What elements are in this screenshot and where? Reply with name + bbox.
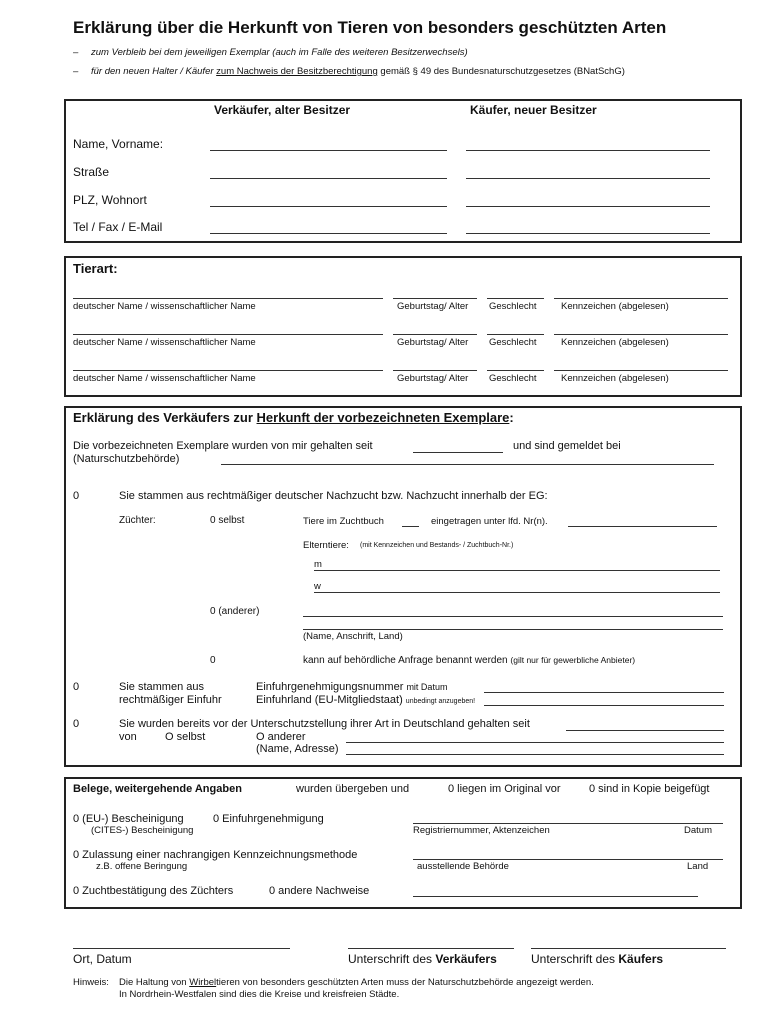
party-row-street: Straße xyxy=(73,165,110,179)
country-label: Land xyxy=(687,861,709,872)
studbook-field[interactable] xyxy=(402,526,419,527)
animal-3-sex-label: Geschlecht xyxy=(489,373,537,384)
parent-m-field[interactable] xyxy=(314,570,720,571)
seller-name-field[interactable] xyxy=(210,150,447,151)
buyer-name-field[interactable] xyxy=(466,150,710,151)
animal-2-name-field[interactable] xyxy=(73,334,383,335)
cites-label: (CITES-) Bescheinigung xyxy=(91,825,194,836)
buyer-signature-field[interactable] xyxy=(531,948,726,949)
animal-2-mark-field[interactable] xyxy=(554,334,728,335)
origin1-label: Sie stammen aus rechtmäßiger deutscher Nachzucht bzw. Nachzucht innerhalb der EG: xyxy=(119,490,548,502)
evidence-copy-checkbox[interactable]: 0 sind in Kopie beigefügt xyxy=(589,783,710,795)
seller-header: Verkäufer, alter Besitzer xyxy=(214,103,351,117)
animal-1-mark-label: Kennzeichen (abgelesen) xyxy=(561,301,669,312)
before-name-label: (Name, Adresse) xyxy=(256,743,339,755)
origin1-checkbox[interactable]: 0 xyxy=(73,490,80,502)
party-row-contact: Tel / Fax / E-Mail xyxy=(73,220,163,234)
animal-1-name-label: deutscher Name / wissenschaftlicher Name xyxy=(73,301,256,312)
breeder-other-note: (Name, Anschrift, Land) xyxy=(303,631,403,642)
before-other-field-2[interactable] xyxy=(346,754,724,755)
animal-3-sex-field[interactable] xyxy=(487,370,544,371)
seller-declaration-title: Erklärung des Verkäufers zur Herkunft der vorbezeichneten Exemplare: xyxy=(73,410,514,425)
intro-line-2: für den neuen Halter / Käufer zum Nachweis der Besitzberechtigung gemäß § 49 des Bundesnaturschutzgesetzes (BNatSchG) xyxy=(91,66,625,77)
animal-1-birth-field[interactable] xyxy=(393,298,477,299)
import-permit-field[interactable] xyxy=(484,692,724,693)
other-proof-field[interactable] xyxy=(413,896,698,897)
buyer-contact-field[interactable] xyxy=(466,233,710,234)
regnum-label: Registriernummer, Aktenzeichen xyxy=(413,825,550,836)
seller-city-field[interactable] xyxy=(210,206,447,207)
before-self-checkbox[interactable]: O selbst xyxy=(165,731,206,743)
import-label-a: Sie stammen aus xyxy=(119,681,204,693)
before-von-label: von xyxy=(119,731,137,743)
animal-1-sex-field[interactable] xyxy=(487,298,544,299)
parent-m-label: m xyxy=(314,559,322,570)
party-row-city: PLZ, Wohnort xyxy=(73,193,147,207)
buyer-header: Käufer, neuer Besitzer xyxy=(470,103,597,117)
before-other-checkbox[interactable]: O anderer xyxy=(256,731,306,743)
before-label: Sie wurden bereits vor der Unterschutzstellung ihrer Art in Deutschland gehalten seit xyxy=(119,718,530,730)
entered-number-field[interactable] xyxy=(568,526,717,527)
regnum-field[interactable] xyxy=(413,823,723,824)
import-checkbox[interactable]: 0 xyxy=(73,681,80,693)
animal-1-sex-label: Geschlecht xyxy=(489,301,537,312)
note-label: Hinweis: xyxy=(73,977,109,988)
animal-2-birth-label: Geburtstag/ Alter xyxy=(397,337,469,348)
entered-label: eingetragen unter lfd. Nr(n). xyxy=(431,516,548,527)
registered-label: und sind gemeldet bei xyxy=(513,440,621,452)
breeder-self-checkbox[interactable]: 0 selbst xyxy=(210,515,245,526)
page-title: Erklärung über die Herkunft von Tieren von besonders geschützten Arten xyxy=(73,18,667,37)
breeder-other-field-2[interactable] xyxy=(303,629,723,630)
intro-dash-1: – xyxy=(73,47,79,58)
place-date-label: Ort, Datum xyxy=(73,952,132,966)
intro-dash-2: – xyxy=(73,66,79,77)
seller-signature-field[interactable] xyxy=(348,948,514,949)
animal-3-mark-field[interactable] xyxy=(554,370,728,371)
animal-1-mark-field[interactable] xyxy=(554,298,728,299)
eu-cert-checkbox[interactable]: 0 (EU-) Bescheinigung xyxy=(73,813,184,825)
animal-1-name-field[interactable] xyxy=(73,298,383,299)
breeder-conf-checkbox[interactable]: 0 Zuchtbestätigung des Züchters xyxy=(73,885,234,897)
animal-3-name-field[interactable] xyxy=(73,370,383,371)
before-since-field[interactable] xyxy=(566,730,724,731)
other-proof-checkbox[interactable]: 0 andere Nachweise xyxy=(269,885,370,897)
issuing-label: ausstellende Behörde xyxy=(417,861,509,872)
party-row-name: Name, Vorname: xyxy=(73,137,164,151)
animal-3-birth-field[interactable] xyxy=(393,370,477,371)
before-checkbox[interactable]: 0 xyxy=(73,718,80,730)
breeder-other-checkbox[interactable]: 0 (anderer) xyxy=(210,606,260,617)
animal-2-name-label: deutscher Name / wissenschaftlicher Name xyxy=(73,337,256,348)
approval-checkbox[interactable]: 0 Zulassung einer nachrangigen Kennzeichnungsmethode xyxy=(73,849,358,861)
animal-3-name-label: deutscher Name / wissenschaftlicher Name xyxy=(73,373,256,384)
animal-1-birth-label: Geburtstag/ Alter xyxy=(397,301,469,312)
parents-note: (mit Kennzeichen und Bestands- / Zuchtbuch-Nr.) xyxy=(360,542,514,549)
animal-3-mark-label: Kennzeichen (abgelesen) xyxy=(561,373,669,384)
authority-field[interactable] xyxy=(221,464,714,465)
intro-line-1: zum Verbleib bei dem jeweiligen Exemplar (auch im Falle des weiteren Besitzerwechsels) xyxy=(91,47,468,58)
animal-3-birth-label: Geburtstag/ Alter xyxy=(397,373,469,384)
animals-title: Tierart: xyxy=(73,261,118,276)
seller-street-field[interactable] xyxy=(210,178,447,179)
parents-label: Elterntiere: xyxy=(303,540,349,551)
breeder-other-field-1[interactable] xyxy=(303,616,723,617)
on-request-label: kann auf behördliche Anfrage benannt werden (gilt nur für gewerbliche Anbieter) xyxy=(303,655,636,666)
animal-2-sex-field[interactable] xyxy=(487,334,544,335)
held-since-label: Die vorbezeichneten Exemplare wurden von mir gehalten seit xyxy=(73,440,373,452)
animal-2-mark-label: Kennzeichen (abgelesen) xyxy=(561,337,669,348)
animal-2-birth-field[interactable] xyxy=(393,334,477,335)
parties-box xyxy=(64,99,742,243)
parent-w-field[interactable] xyxy=(314,592,720,593)
ring-label: z.B. offene Beringung xyxy=(96,861,188,872)
seller-contact-field[interactable] xyxy=(210,233,447,234)
import-country-field[interactable] xyxy=(484,705,724,706)
import-permit-label: Einfuhrgenehmigungsnummer mit Datum xyxy=(256,681,448,693)
evidence-title: Belege, weitergehende Angaben xyxy=(73,783,242,795)
import-permit-checkbox[interactable]: 0 Einfuhrgenehmigung xyxy=(213,813,324,825)
buyer-street-field[interactable] xyxy=(466,178,710,179)
buyer-city-field[interactable] xyxy=(466,206,710,207)
before-other-field-1[interactable] xyxy=(346,742,724,743)
parent-w-label: w xyxy=(314,581,321,592)
import-label-b: rechtmäßiger Einfuhr xyxy=(119,694,222,706)
on-request-checkbox[interactable]: 0 xyxy=(210,655,216,666)
evidence-handed: wurden übergeben und xyxy=(296,783,410,795)
animal-2-sex-label: Geschlecht xyxy=(489,337,537,348)
studbook-label: Tiere im Zuchtbuch xyxy=(303,516,384,527)
evidence-original-checkbox[interactable]: 0 liegen im Original vor xyxy=(448,783,561,795)
buyer-signature-label: Unterschrift des Käufers xyxy=(531,952,664,966)
note-line-2: In Nordrhein-Westfalen sind dies die Kreise und kreisfreien Städte. xyxy=(119,989,400,1000)
date-label: Datum xyxy=(684,825,712,836)
held-since-field[interactable] xyxy=(413,452,503,453)
breeder-label: Züchter: xyxy=(119,515,156,526)
issuing-field[interactable] xyxy=(413,859,723,860)
note-line-1: Die Haltung von Wirbeltieren von besonders geschützten Arten muss der Naturschutzbehörde angezeigt werden. xyxy=(119,977,594,988)
authority-label: (Naturschutzbehörde) xyxy=(73,453,180,465)
place-date-field[interactable] xyxy=(73,948,290,949)
import-country-label: Einfuhrland (EU-Mitgliedstaat) unbedingt anzugeben! xyxy=(256,694,476,706)
seller-signature-label: Unterschrift des Verkäufers xyxy=(348,952,497,966)
